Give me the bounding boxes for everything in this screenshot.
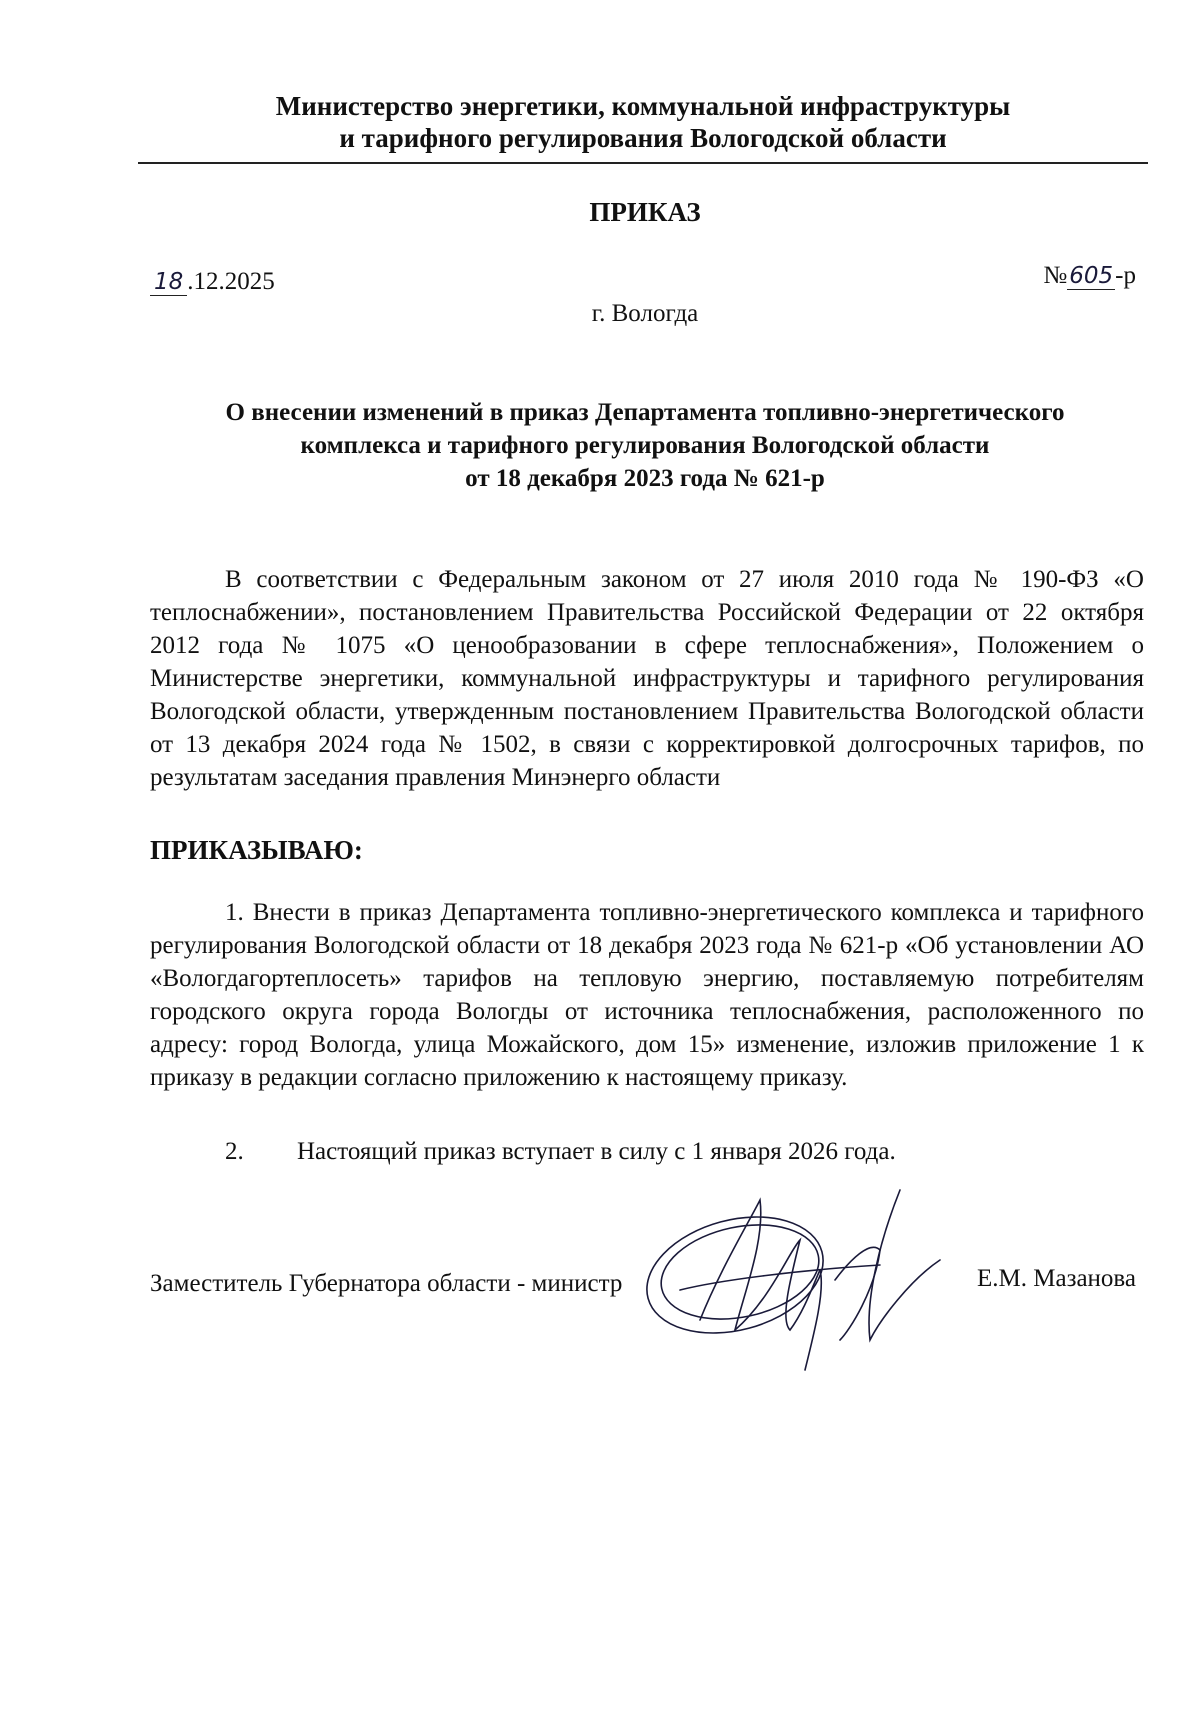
document-title: [140, 396, 1150, 495]
order-item-2-text: Настоящий приказ вступает в силу с 1 января 2026 года.: [297, 1138, 896, 1165]
ministry-header-line-1: Министерство энергетики, коммунальной инфраструктуры: [275, 91, 1011, 121]
ministry-header: [138, 90, 1148, 154]
document-number: [1043, 262, 1136, 290]
header-divider: [138, 162, 1148, 164]
order-item-1-text: Внести в приказ Департамента топливно-энергетического комплекса и тарифного регулирования Вологодской области от 18 декабря 2023 года № 621-р «Об установлении АО «Вологдагортеплосеть» тарифов на тепловую энергию, поставляемую потребителям городского округа города Вологды от источника теплоснабжения, расположенного по адресу: город Вологда, улица Можайского, дом 15» изменение, изложив приложение 1 к приказу в редакции согласно приложению к настоящему приказу.: [150, 899, 1144, 1091]
title-line-3: от 18 декабря 2023 года № 621-р: [465, 465, 825, 492]
order-item-2-number: 2.: [225, 1138, 244, 1165]
date-rest: .12.2025: [187, 268, 275, 295]
signatory-name: Е.М. Мазанова: [977, 1265, 1136, 1292]
title-line-1: О внесении изменений в приказ Департамента топливно-энергетического: [225, 399, 1065, 426]
ministry-header-line-2: и тарифного регулирования Вологодской области: [339, 123, 947, 153]
title-line-2: комплекса и тарифного регулирования Вологодской области: [300, 432, 990, 459]
document-city: г. Вологда: [591, 300, 699, 327]
number-suffix: -р: [1115, 262, 1136, 289]
order-item-1: [150, 896, 1144, 1094]
handwritten-signature: [640, 1180, 970, 1380]
order-word: ПРИКАЗЫВАЮ:: [150, 835, 363, 865]
number-handwritten: 605: [1069, 263, 1114, 289]
signatory-position: Заместитель Губернатора области - министр: [150, 1270, 623, 1297]
date-day-handwritten: 18: [150, 269, 187, 296]
order-item-1-number: 1.: [225, 899, 244, 926]
number-prefix: №: [1043, 262, 1068, 289]
preamble-paragraph: В соответствии с Федеральным законом от 27 июля 2010 года № 190-ФЗ «О теплоснабжении», постановлением Правительства Российской Федерации от 22 октября 2012 года № 1075 «О ценообразовании в сфере теплоснабжения», Положением о Министерстве энергетики, коммунальной инфраструктуры и тарифного регулирования Вологодской области, утвержденным постановлением Правительства Вологодской области от 13 декабря 2024 года № 1502, в связи с корректировкой долгосрочных тарифов, по результатам заседания правления Минэнерго области: [150, 566, 1144, 791]
order-item-2: [225, 1135, 1200, 1168]
document-date: [150, 268, 275, 296]
document-type: ПРИКАЗ: [589, 197, 701, 227]
